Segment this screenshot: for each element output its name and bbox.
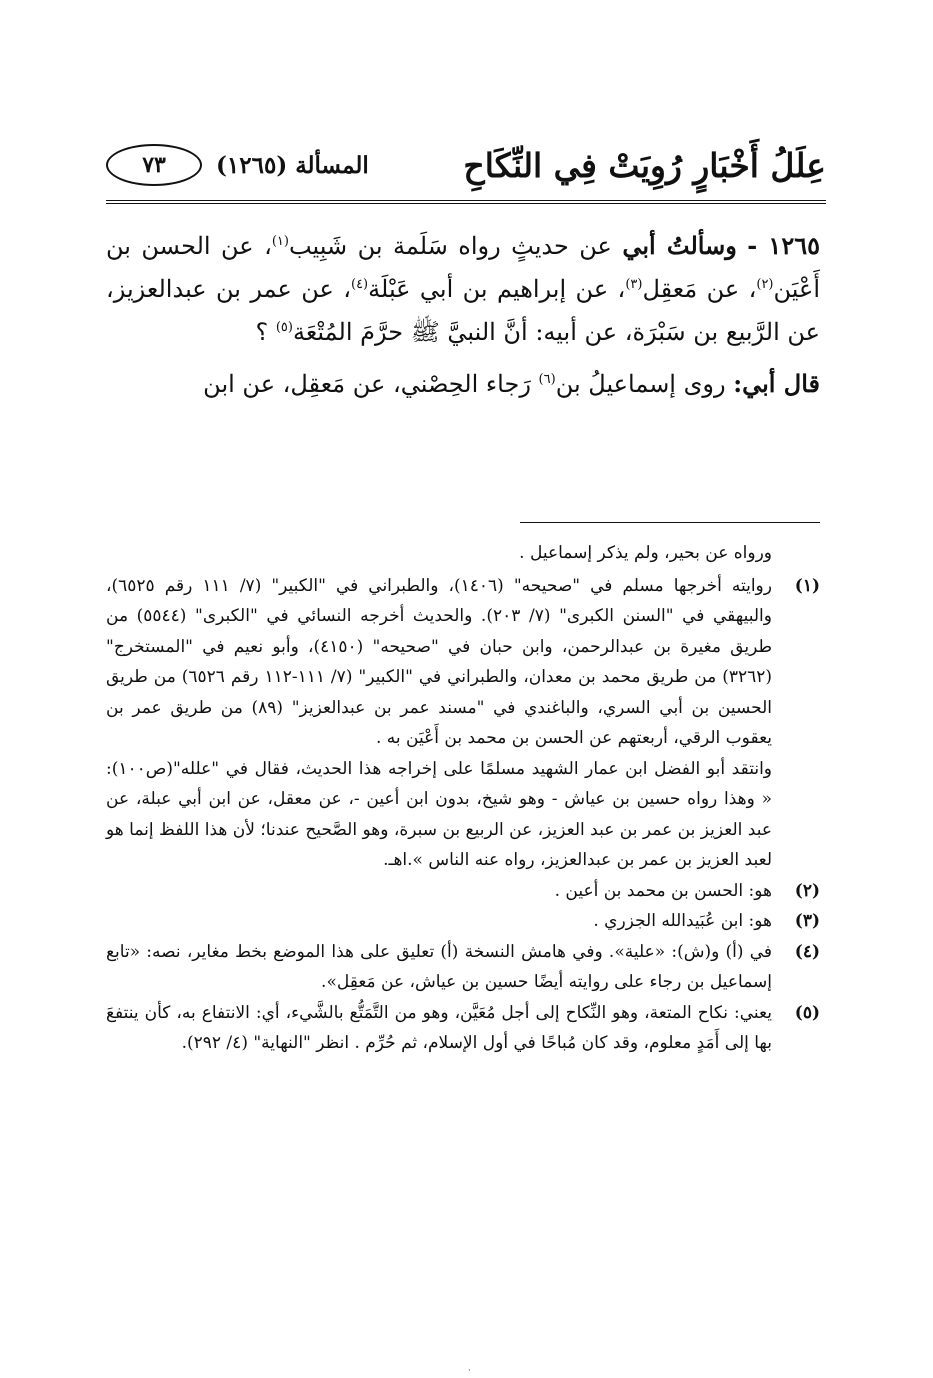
answer-text: رَجاء الحِصْني، عن مَعقِل، عن ابن (203, 370, 539, 398)
scan-mark: · (468, 1366, 471, 1375)
footnote-continuation: ورواه عن بحير، ولم يذكر إسماعيل . (519, 543, 772, 563)
footnote-divider (520, 522, 820, 523)
question-text: ، عن عمر بن عبدالعزيز، عن الرَّبيع بن سَبْرَة، عن أبيه: أنَّ النبيَّ ﷺ حرَّمَ المُتْعَة (106, 275, 820, 346)
footnote-2 (106, 876, 820, 907)
footnote-text: في (أ) و(ش): «علية». وفي هامش النسخة (أ) تعليق على هذا الموضع بخط مغاير، نصه: «تابع إسماعيل بن رجاء على روايته أيضًا حسين بن عياش، عن مَعقِل». (106, 941, 772, 992)
footnote-text: هو: الحسن بن محمد بن أعين . (554, 880, 772, 901)
footnote-text: هو: ابن عُبَيدالله الجزري . (593, 911, 772, 931)
question-text: ، عن مَعقِل (642, 275, 757, 303)
issue-label: المسألة (١٢٦٥) (216, 151, 369, 179)
footnote-3 (106, 906, 820, 937)
footnotes (106, 538, 820, 1059)
footnote-body (106, 906, 772, 937)
answer-paragraph (106, 362, 820, 406)
footnote-number: (٤) (794, 941, 820, 962)
footnote-ref[interactable]: (٤) (350, 277, 369, 292)
footnote-body (106, 876, 772, 907)
question-number: ١٢٦٥ - (747, 231, 820, 260)
footnote-number: (٢) (794, 880, 820, 901)
question-text: ؟ (255, 318, 276, 346)
footnote-ref[interactable]: (١) (271, 234, 289, 249)
answer-lead: قال أبي: (733, 369, 820, 398)
footnote-text: روايته أخرجها مسلم في "صحيحه" (١٤٠٦)، والطبراني في "الكبير" (٧/ ١١١ رقم ٦٥٢٥)، والبيهقي في "السنن الكبرى" (٧/ ٢٠٣). والحديث أخرجه النسائي في "الكبرى" (٥٥٤٤) من طريق مغيرة بن عبدالرحمن، وابن حبان في "صحيحه" (٤١٥٠)، وأبو نعيم في "المستخرج" (٣٢٦٢) من طريق محمد بن معدان، والطبراني في "الكبير" (٧/ ١١١-١١٢ رقم ٦٥٢٦) من طريق الحسين بن أبي السري، والباغندي في "مسند عمر بن عبدالعزيز" (٨٩) من طريق عمر بن يعقوب الرقي، أربعتهم عن الحسن بن محمد بن أَعْيَن به . (106, 575, 773, 748)
header-left-group (106, 144, 369, 186)
question-paragraph (106, 224, 820, 354)
footnote-ref[interactable]: (٦) (538, 372, 556, 387)
main-text (106, 224, 820, 406)
footnote-body (106, 998, 772, 1059)
footnote-text: يعني: نكاح المتعة، وهو النِّكاح إلى أجل مُعَيَّن، وهو من التَّمَتُّع بالشَّيء، أي: الانتفاع به، كأن ينتفعَ بها إلى أَمَدٍ معلوم، وقد كان مُباحًا في أول الإسلام، ثم حُرِّم . انظر "النهاية" (٤/ ٢٩٢). (106, 1002, 772, 1053)
question-lead: وسألتُ أبي (622, 231, 737, 260)
footnote-body (106, 571, 772, 876)
answer-text: روى إسماعيلُ بن (555, 370, 734, 398)
footnote-text: وانتقد أبو الفضل ابن عمار الشهيد مسلمًا على إخراجه هذا الحديث، فقال في "علله"(ص١٠٠): « وهذا رواه حسين بن عياش - وهو شيخ، بدون ابن أعين -، عن معقل، عن ابن أبي عبلة، عن عبد العزيز بن عمر بن عبد العزيز، عن الربيع بن سبرة، وهو الصَّحيح عندنا؛ لأن هذا اللفظ إنما هو لعبد العزيز بن عمر بن عبدالعزيز، رواه عنه الناس ».اهـ. (106, 758, 772, 870)
footnote-ref[interactable]: (٢) (756, 277, 774, 292)
running-header (106, 140, 826, 190)
page-number: ٧٣ (106, 144, 202, 186)
question-text: ، عن الحسن بن أَعْيَن (106, 232, 820, 303)
footnote-body (106, 937, 772, 998)
header-divider (106, 200, 826, 207)
footnote-ref[interactable]: (٥) (275, 320, 293, 335)
question-text: عن حديثٍ رواه سَلَمة بن شَبِيب (288, 232, 612, 260)
footnote-number: (١) (794, 575, 820, 596)
footnote-1 (106, 571, 820, 876)
footnote-number: (٥) (794, 1002, 820, 1023)
footnote-4 (106, 937, 820, 998)
footnote-5 (106, 998, 820, 1059)
footnote-ref[interactable]: (٣) (625, 277, 643, 292)
footnote-number: (٣) (794, 911, 820, 931)
question-text: ، عن إبراهيم بن أبي عَبْلَة (368, 275, 626, 303)
book-title: عِلَلُ أَخْبَارٍ رُوِيَتْ فِي النِّكَاحِ (463, 145, 826, 185)
